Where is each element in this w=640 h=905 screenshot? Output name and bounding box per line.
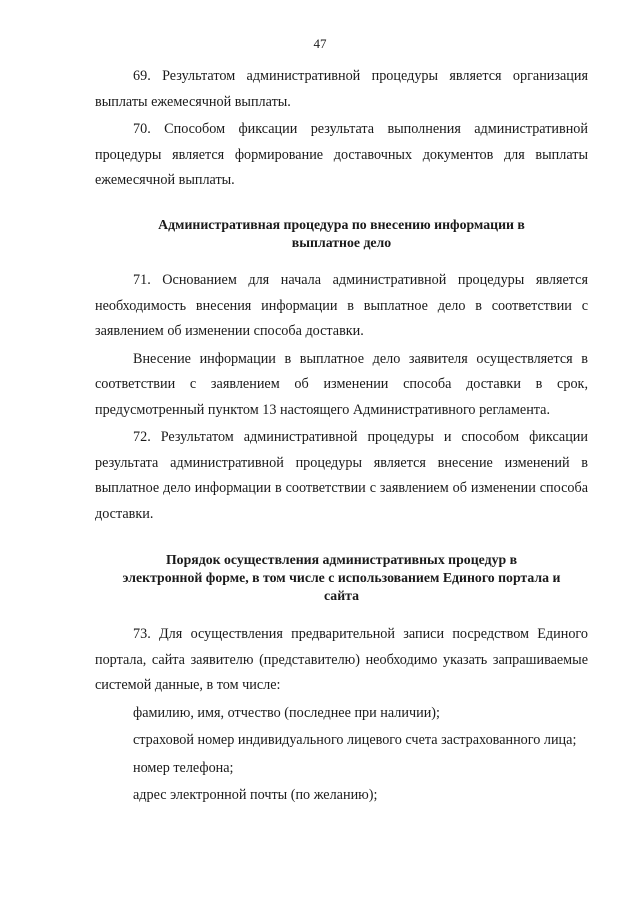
- section-heading-1: [95, 216, 588, 252]
- section-heading-2: [95, 551, 588, 605]
- paragraph-72: 72. Результатом административной процедуры и способом фиксации результата административной процедуры является внесение изменений в выплатное дело информации в соответствии с заявлением об изменении способа доставки.: [95, 429, 588, 522]
- section-block-1: [95, 64, 588, 194]
- section-block-3: [95, 622, 588, 809]
- section-block-2: [95, 268, 588, 527]
- section-heading-2-line-3: сайта: [324, 588, 359, 603]
- list-item-phone: номер телефона;: [133, 759, 234, 776]
- section-heading-1-line-1: Административная процедура по внесению информации в: [158, 217, 525, 232]
- section-heading-2-line-2: электронной форме, в том числе с использованием Единого портала и: [122, 570, 561, 585]
- section-heading-2-line-1: Порядок осуществления административных процедур в: [165, 552, 518, 567]
- section-heading-1-line-2: выплатное дело: [291, 235, 392, 250]
- paragraph-69: 69. Результатом административной процедуры является организация выплаты ежемесячной выплаты.: [95, 68, 588, 110]
- page-number: 47: [313, 36, 327, 51]
- list-item-snils: страховой номер индивидуального лицевого счета застрахованного лица;: [133, 732, 577, 748]
- paragraph-71: 71. Основанием для начала административной процедуры является необходимость внесения информации в выплатное дело в соответствии с заявлением об изменении способа доставки.: [95, 272, 588, 339]
- list-item-full-name: фамилию, имя, отчество (последнее при наличии);: [133, 704, 440, 721]
- paragraph-73: 73. Для осуществления предварительной записи посредством Единого портала, сайта заявителю (представителю) необходимо указать запрашиваемые системой данные, в том числе:: [95, 626, 588, 693]
- paragraph-71-continuation: Внесение информации в выплатное дело заявителя осуществляется в соответствии с заявлением об изменении способа доставки в срок, предусмотренный пунктом 13 настоящего Административного регламента.: [95, 350, 588, 418]
- paragraph-70: 70. Способом фиксации результата выполнения административной процедуры является формирование доставочных документов для выплаты ежемесячной выплаты.: [95, 121, 588, 188]
- list-item-email: адрес электронной почты (по желанию);: [133, 787, 378, 803]
